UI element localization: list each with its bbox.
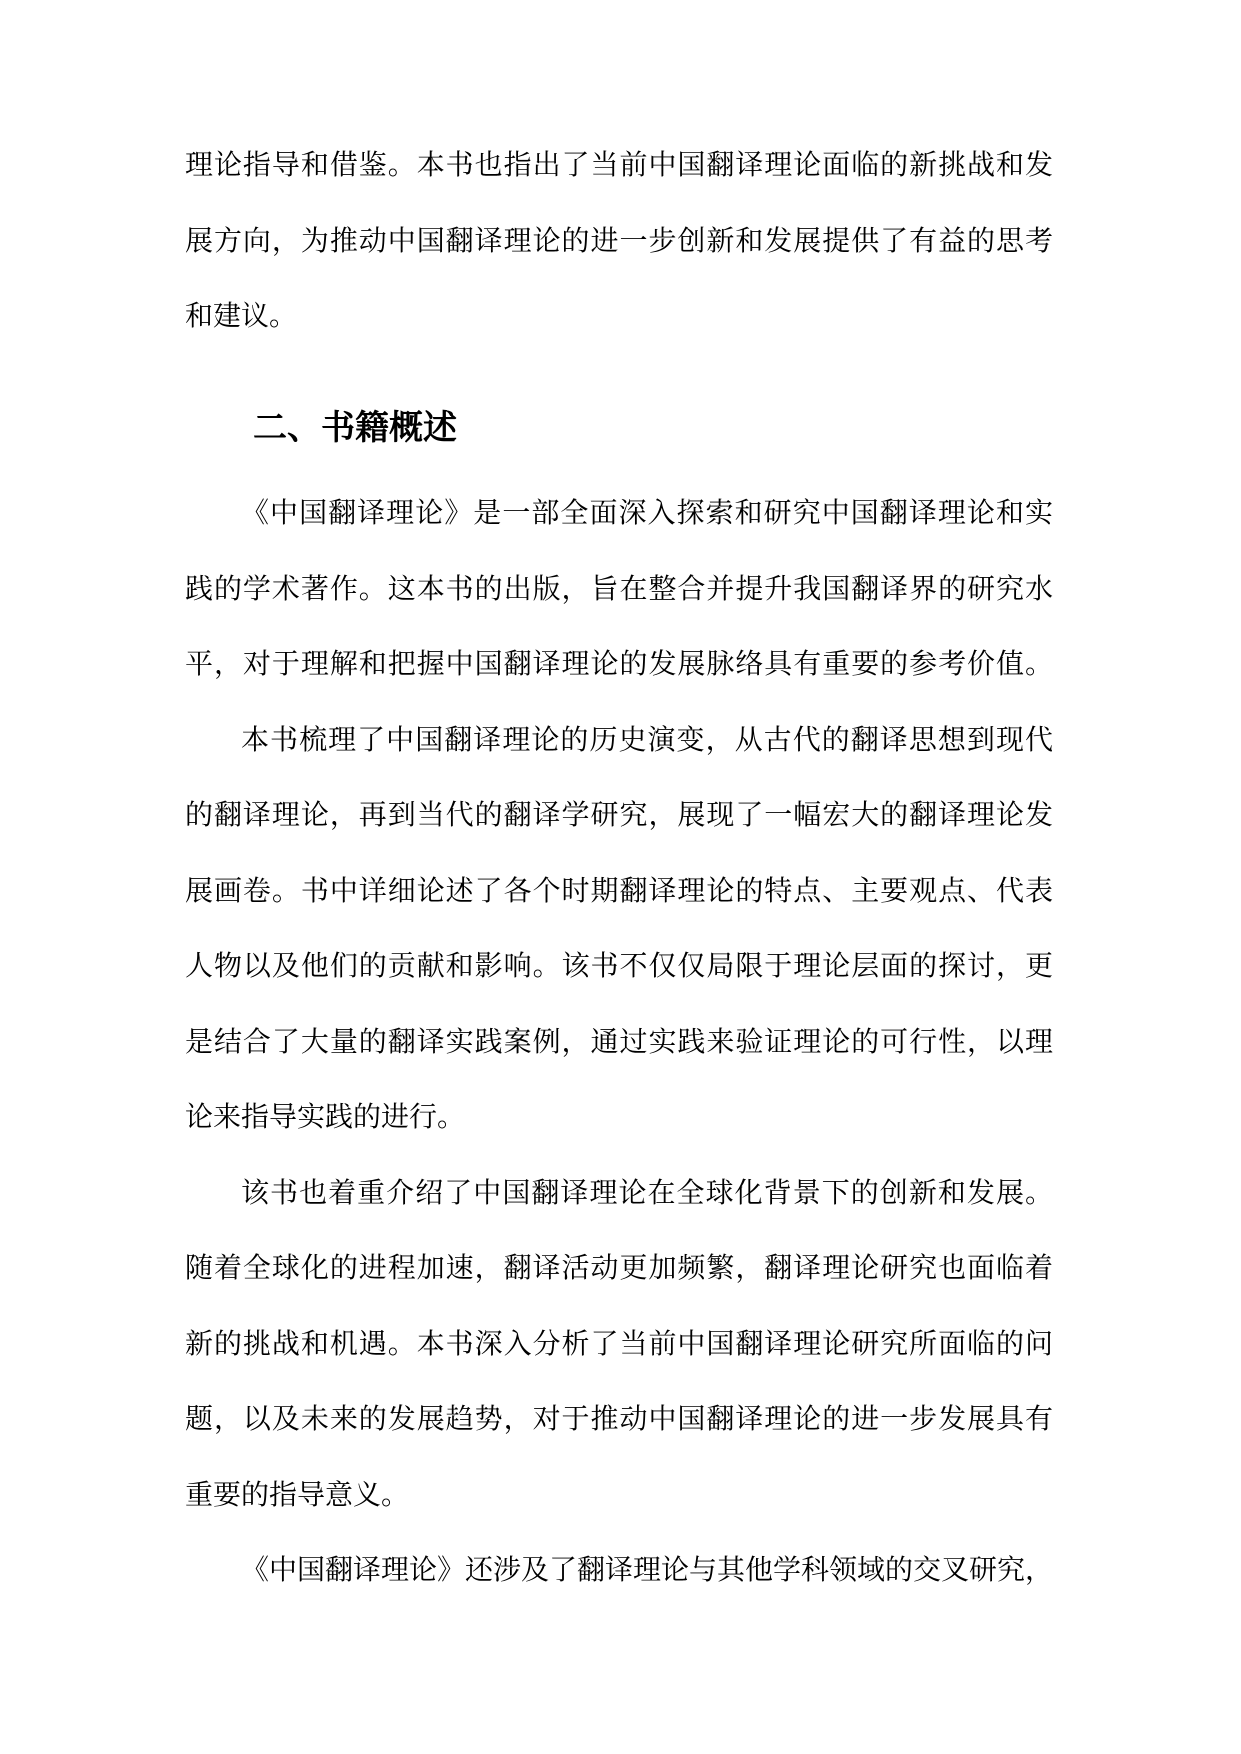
paragraph-line: 重要的指导意义。 <box>185 1479 410 1511</box>
paragraph-line: 《中国翻译理论》是一部全面深入探索和研究中国翻译理论和实 <box>241 498 1053 529</box>
paragraph-line: 是结合了大量的翻译实践案例，通过实践来验证理论的可行性，以理 <box>185 1026 1053 1058</box>
paragraph-line: 随着全球化的进程加速，翻译活动更加频繁，翻译理论研究也面临着 <box>185 1253 1053 1284</box>
paragraph-line: 践的学术著作。这本书的出版，旨在整合并提升我国翻译界的研究水 <box>185 573 1053 605</box>
paragraph-line: 新的挑战和机遇。本书深入分析了当前中国翻译理论研究所面临的问 <box>185 1328 1053 1360</box>
paragraph-line: 理论指导和借鉴。本书也指出了当前中国翻译理论面临的新挑战和发 <box>185 150 1053 181</box>
paragraph-line: 和建议。 <box>185 301 298 332</box>
paragraph-line: 《中国翻译理论》还涉及了翻译理论与其他学科领域的交叉研究， <box>241 1555 1053 1586</box>
paragraph-line: 平，对于理解和把握中国翻译理论的发展脉络具有重要的参考价值。 <box>185 649 1053 680</box>
paragraph-line: 展方向，为推动中国翻译理论的进一步创新和发展提供了有益的思考 <box>185 225 1053 257</box>
paragraph-line: 论来指导实践的进行。 <box>185 1102 466 1133</box>
paragraph-line: 展画卷。书中详细论述了各个时期翻译理论的特点、主要观点、代表 <box>185 875 1053 907</box>
section-heading: 二、书籍概述 <box>253 409 457 447</box>
paragraph-line: 本书梳理了中国翻译理论的历史演变，从古代的翻译思想到现代 <box>241 724 1053 756</box>
paragraph-line: 该书也着重介绍了中国翻译理论在全球化背景下的创新和发展。 <box>241 1177 1053 1209</box>
paragraph-line: 人物以及他们的贡献和影响。该书不仅仅局限于理论层面的探讨，更 <box>185 951 1053 982</box>
paragraph-line: 的翻译理论，再到当代的翻译学研究，展现了一幅宏大的翻译理论发 <box>185 800 1053 831</box>
paragraph-line: 题，以及未来的发展趋势，对于推动中国翻译理论的进一步发展具有 <box>185 1404 1053 1435</box>
